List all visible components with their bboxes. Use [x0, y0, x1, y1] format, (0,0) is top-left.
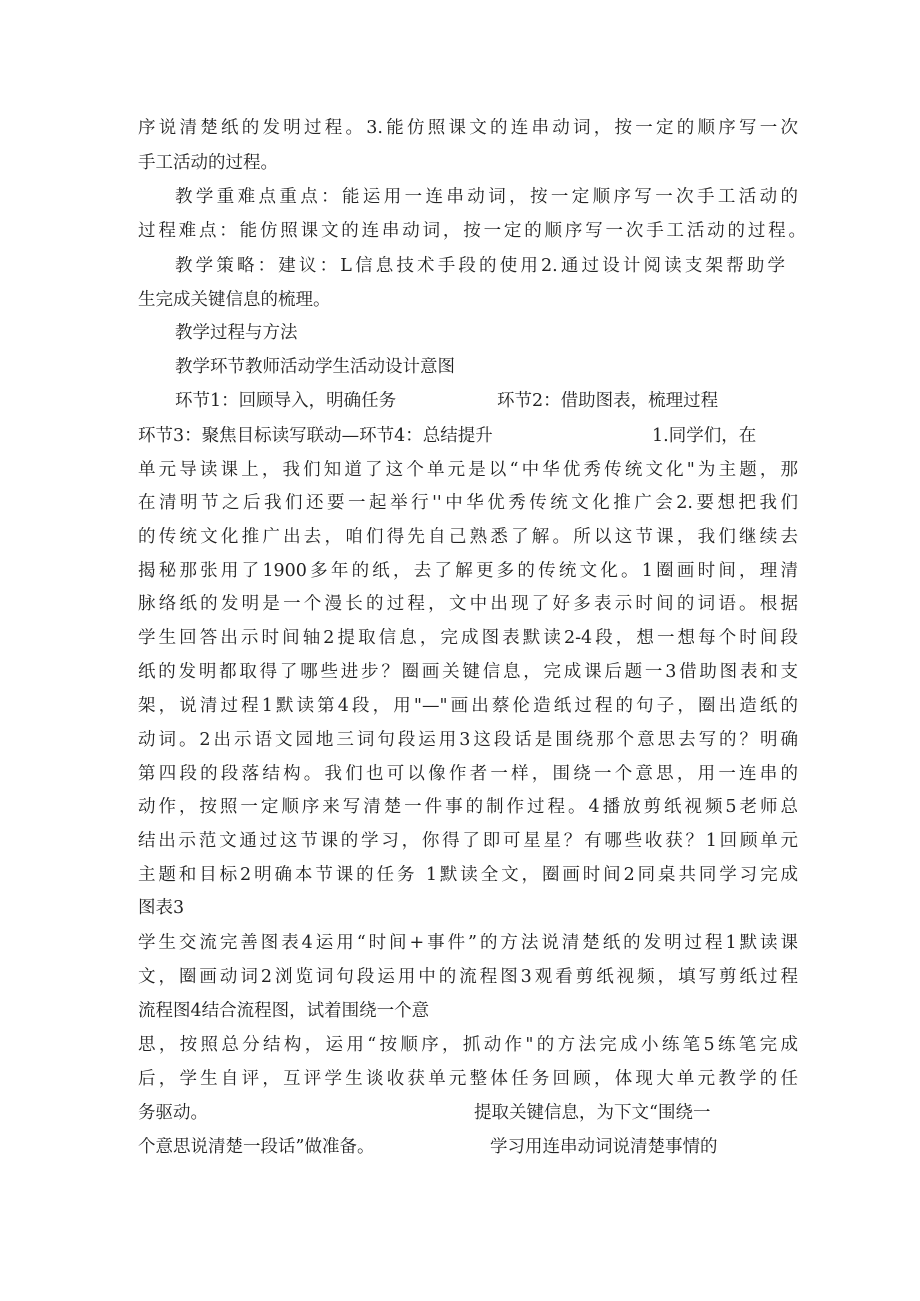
text-line: 序说清楚纸的发明过程。3.能仿照课文的连串动词，按一定的顺序写一次: [138, 118, 798, 138]
text-line: 思，按照总分结构，运用“按顺序，抓动作"的方法完成小练笔5练笔完成: [138, 1035, 798, 1055]
table-header-row: 教学环节教师活动学生活动设计意图: [175, 357, 455, 377]
text-line: 生完成关键信息的梳理。: [138, 290, 331, 310]
text-line: 教学策略：建议：L信息技术手段的使用2.通过设计阅读支架帮助学: [175, 256, 785, 276]
text-line: 结出示范文通过这节课的学习，你得了即可星星？有哪些收获？1回顾单元: [138, 831, 798, 851]
text-line: 单元导读课上，我们知道了这个单元是以“中华优秀传统文化"为主题，那: [138, 460, 798, 480]
text-line: 脉络纸的发明是一个漫长的过程，文中出现了好多表示时间的词语。根据: [138, 594, 798, 614]
text-line: 过程难点：能仿照课文的连串动词，按一定的顺序写一次手工活动的过程。: [138, 221, 806, 241]
text-line: 的传统文化推广出去，咱们得先自己熟悉了解。所以这节课，我们继续去: [138, 527, 798, 547]
text-line: 环节1：回顾导入，明确任务: [175, 391, 397, 411]
text-line: 务驱动。: [138, 1103, 208, 1123]
text-line: 学生回答出示时间轴2提取信息，完成图表默读2-4段，想一想每个时间段: [138, 628, 798, 648]
text-line: 第四段的段落结构。我们也可以像作者一样，围绕一个意思，用一连串的: [138, 764, 798, 784]
text-line: 后，学生自评，互评学生谈收获单元整体任务回顾，体现大单元教学的任: [138, 1069, 798, 1089]
text-line: 提取关键信息，为下文“围绕一: [474, 1103, 711, 1123]
text-line: 主题和目标2明确本节课的任务 1默读全文，圈画时间2同桌共同学习完成: [138, 865, 798, 885]
text-line: 学习用连串动词说清楚事情的: [490, 1137, 718, 1157]
text-line: 架，说清过程1默读第4段，用"—"画出蔡伦造纸过程的句子，圈出造纸的: [138, 696, 798, 716]
text-line: 手工活动的过程。: [138, 153, 278, 173]
section-heading: 教学过程与方法: [175, 323, 298, 343]
text-line: 学生交流完善图表4运用“时间+事件”的方法说清楚纸的发明过程1默读课: [138, 933, 798, 953]
text-line: 个意思说清楚一段话”做准备。: [138, 1137, 375, 1157]
text-line: 动作，按照一定顺序来写清楚一件事的制作过程。4播放剪纸视频5老师总: [138, 797, 798, 817]
text-line: 环节3：聚焦目标读写联动—环节4：总结提升: [138, 426, 493, 446]
text-line: 1.同学们，在: [652, 426, 757, 446]
text-line: 在清明节之后我们还要一起举行''中华优秀传统文化推广会2.要想把我们: [138, 493, 798, 513]
text-line: 教学重难点重点：能运用一连串动词，按一定顺序写一次手工活动的: [175, 187, 798, 207]
text-line: 环节2：借助图表，梳理过程: [497, 391, 719, 411]
text-line: 文，圈画动词2浏览词句段运用中的流程图3观看剪纸视频，填写剪纸过程: [138, 967, 798, 987]
text-line: 流程图4结合流程图，试着围绕一个意: [138, 1001, 430, 1021]
text-line: 动词。2出示语文园地三词句段运用3这段话是围绕那个意思去写的？明确: [138, 730, 798, 750]
text-line: 图表3: [138, 898, 185, 918]
text-line: 揭秘那张用了1900多年的纸，去了解更多的传统文化。1圈画时间，理清: [138, 561, 798, 581]
text-line: 纸的发明都取得了哪些进步？圈画关键信息，完成课后题一3借助图表和支: [138, 662, 798, 682]
